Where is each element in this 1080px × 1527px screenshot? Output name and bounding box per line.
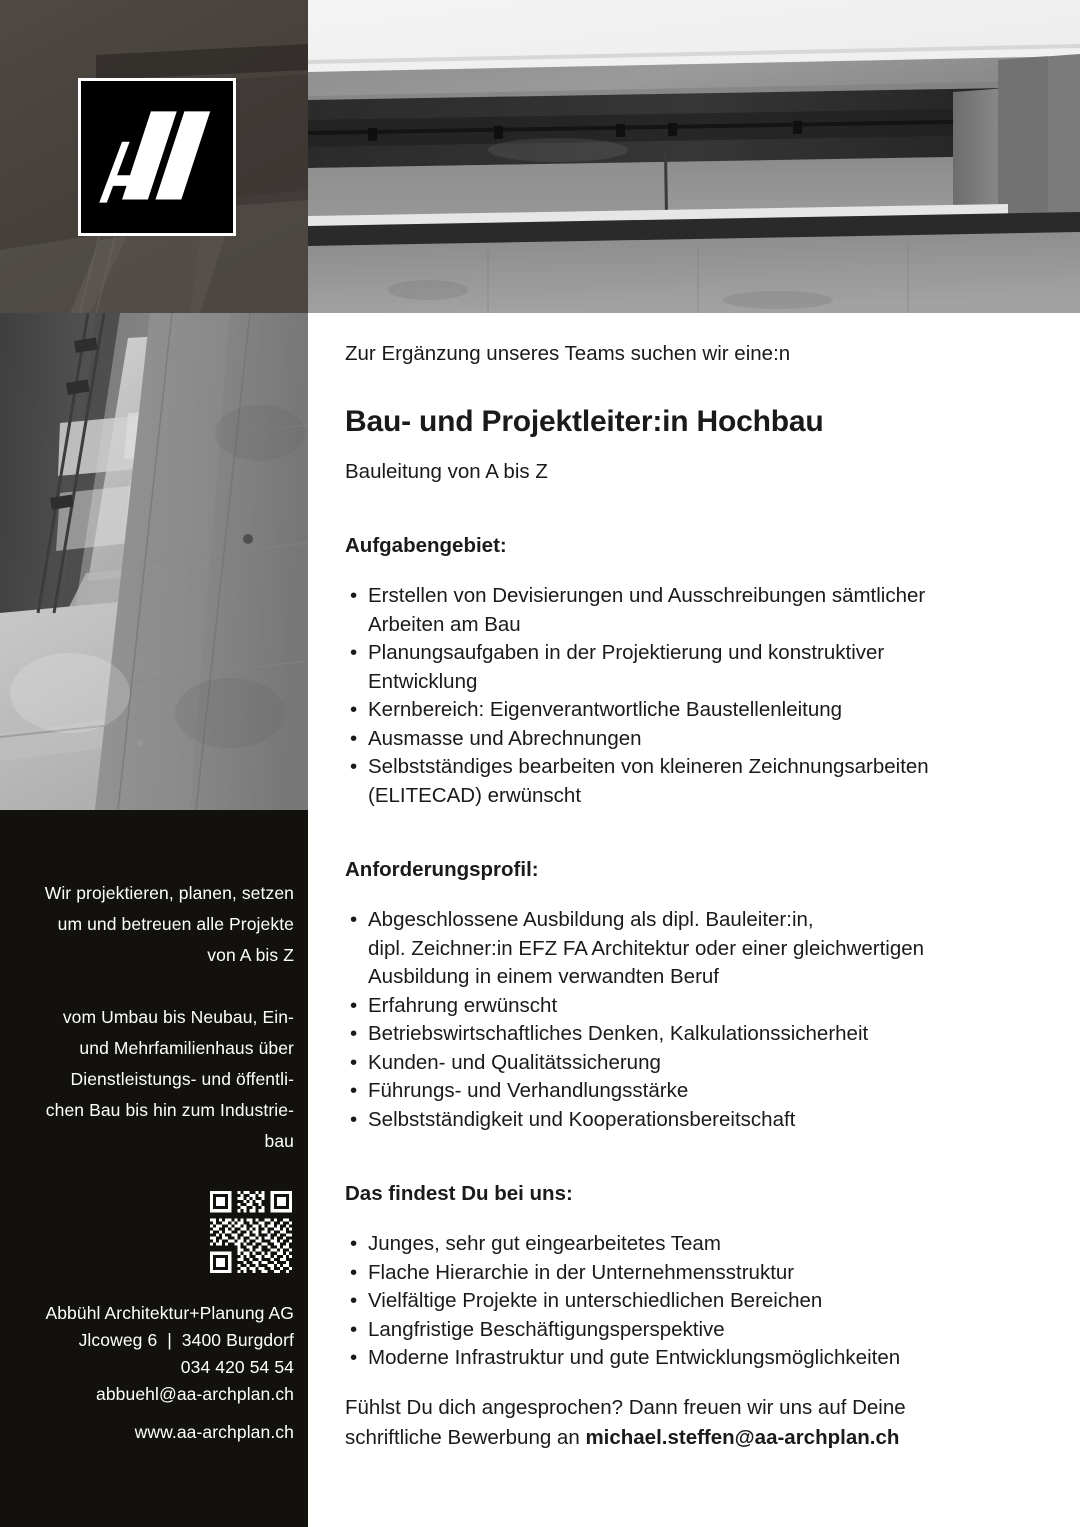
section-heading: Anforderungsprofil: — [345, 858, 539, 881]
company-phone[interactable]: 034 420 54 54 — [180, 1357, 294, 1377]
bullet-line: (ELITECAD) erwünscht — [368, 783, 582, 807]
tasks-list — [345, 582, 1010, 810]
list-item — [345, 1049, 1010, 1078]
company-address: Jlcoweg 6 | 3400 Burgdorf — [78, 1330, 294, 1350]
list-item — [345, 753, 1010, 810]
bullet-line: • Betriebswirtschaftliches Denken, Kalkulationssicherheit — [368, 1022, 869, 1045]
bullet-line: Arbeiten am Bau — [368, 612, 521, 636]
bullet-line: • Kernbereich: Eigenverantwortliche Baustellenleitung — [368, 698, 843, 721]
benefits-list — [345, 1230, 1010, 1373]
kicker-text: Zur Ergänzung unseres Teams suchen wir eine:n — [345, 342, 791, 365]
bullet-line: dipl. Zeichner:in EFZ FA Architektur oder einer gleichwertigen — [368, 936, 925, 960]
job-subtitle: Bauleitung von A bis Z — [345, 460, 548, 483]
bullet-line: • Flache Hierarchie in der Unternehmensstruktur — [368, 1260, 795, 1284]
sidebar-intro-paragraph-1 — [0, 878, 294, 971]
bullet-line: Entwicklung — [368, 669, 478, 693]
list-item — [345, 1020, 1010, 1049]
company-logo-badge — [78, 78, 236, 236]
sidebar-intro-line: von A bis Z — [207, 945, 294, 965]
application-email[interactable]: michael.steffen@aa-archplan.ch — [585, 1426, 900, 1449]
list-item — [345, 992, 1010, 1021]
bullet-line: • Abgeschlossene Ausbildung als dipl. Bauleiter:in, — [368, 908, 814, 931]
sidebar-intro-line: bau — [264, 1131, 294, 1151]
sidebar-intro-text — [0, 878, 294, 1157]
bullet-line: • Erstellen von Devisierungen und Ausschreibungen sämtlicher — [368, 584, 926, 607]
list-item — [345, 1077, 1010, 1106]
requirements-list — [345, 906, 1010, 1134]
cta-line-1: Fühlst Du dich angesprochen? Dann freuen wir uns auf Deine — [345, 1396, 906, 1419]
company-contact-block — [0, 1300, 294, 1408]
bullet-line: • Moderne Infrastruktur und gute Entwicklungsmöglichkeiten — [368, 1346, 901, 1369]
list-item — [345, 1230, 1010, 1259]
cta-prefix: schriftliche Bewerbung an — [345, 1426, 586, 1449]
bullet-line: • Führungs- und Verhandlungsstärke — [368, 1079, 689, 1102]
sidebar-intro-line: um und betreuen alle Projekte — [57, 914, 294, 934]
bullet-line: • Erfahrung erwünscht — [368, 993, 558, 1017]
sidebar-intro-paragraph-2 — [0, 1002, 294, 1157]
call-to-action — [345, 1393, 1025, 1453]
sidebar-intro-line: chen Bau bis hin zum Industrie- — [45, 1100, 294, 1120]
bullet-line: • Junges, sehr gut eingearbeitetes Team — [368, 1232, 721, 1255]
qr-code[interactable] — [207, 1188, 295, 1276]
hero-photo-graphic — [308, 0, 1080, 313]
section-benefits — [345, 1180, 1010, 1373]
bullet-line: • Selbstständiges bearbeiten von kleineren Zeichnungsarbeiten — [368, 755, 929, 778]
sidebar-intro-line: vom Umbau bis Neubau, Ein- — [62, 1007, 294, 1027]
section-aufgabengebiet — [345, 532, 1010, 810]
main-content — [345, 340, 1010, 1373]
hero-building-photo — [308, 0, 1080, 313]
sidebar-panel — [0, 810, 308, 1527]
left-photo-graphic — [0, 313, 308, 810]
section-heading: Aufgabengebiet: — [345, 534, 507, 557]
company-email[interactable]: abbuehl@aa-archplan.ch — [95, 1384, 294, 1404]
section-anforderungsprofil — [345, 856, 1010, 1134]
list-item — [345, 1259, 1010, 1288]
sidebar-intro-line: Wir projektieren, planen, setzen — [44, 883, 294, 903]
sidebar-intro-line: Dienstleistungs- und öffentli- — [70, 1069, 294, 1089]
cta-line-2 — [345, 1423, 1025, 1453]
list-item — [345, 1106, 1010, 1135]
job-title: Bau- und Projektleiter:in Hochbau — [345, 405, 824, 438]
list-item — [345, 1287, 1010, 1316]
bullet-line: • Kunden- und Qualitätssicherung — [368, 1050, 661, 1074]
bullet-line: • Selbstständigkeit und Kooperationsbereitschaft — [368, 1107, 796, 1131]
bullet-line: • Planungsaufgaben in der Projektierung und konstruktiver — [368, 641, 885, 664]
bullet-line: • Ausmasse und Abrechnungen — [368, 726, 642, 750]
list-item — [345, 1344, 1010, 1373]
bullet-line: • Langfristige Beschäftigungsperspektive — [368, 1317, 725, 1341]
qr-code-icon — [207, 1188, 295, 1276]
abbuehl-logo-mark-icon — [81, 81, 233, 233]
bullet-line: • Vielfältige Projekte in unterschiedlichen Bereichen — [368, 1289, 823, 1312]
company-name: Abbühl Architektur+Planung AG — [45, 1303, 294, 1323]
list-item — [345, 725, 1010, 754]
bullet-line: Ausbildung in einem verwandten Beruf — [368, 965, 719, 988]
section-heading: Das findest Du bei uns: — [345, 1182, 573, 1205]
sidebar-intro-line: und Mehrfamilienhaus über — [79, 1038, 294, 1058]
list-item — [345, 906, 1010, 992]
list-item — [345, 696, 1010, 725]
company-website[interactable]: www.aa-archplan.ch — [134, 1422, 294, 1442]
list-item — [345, 1316, 1010, 1345]
list-item — [345, 582, 1010, 639]
list-item — [345, 639, 1010, 696]
left-architecture-photo — [0, 313, 308, 810]
